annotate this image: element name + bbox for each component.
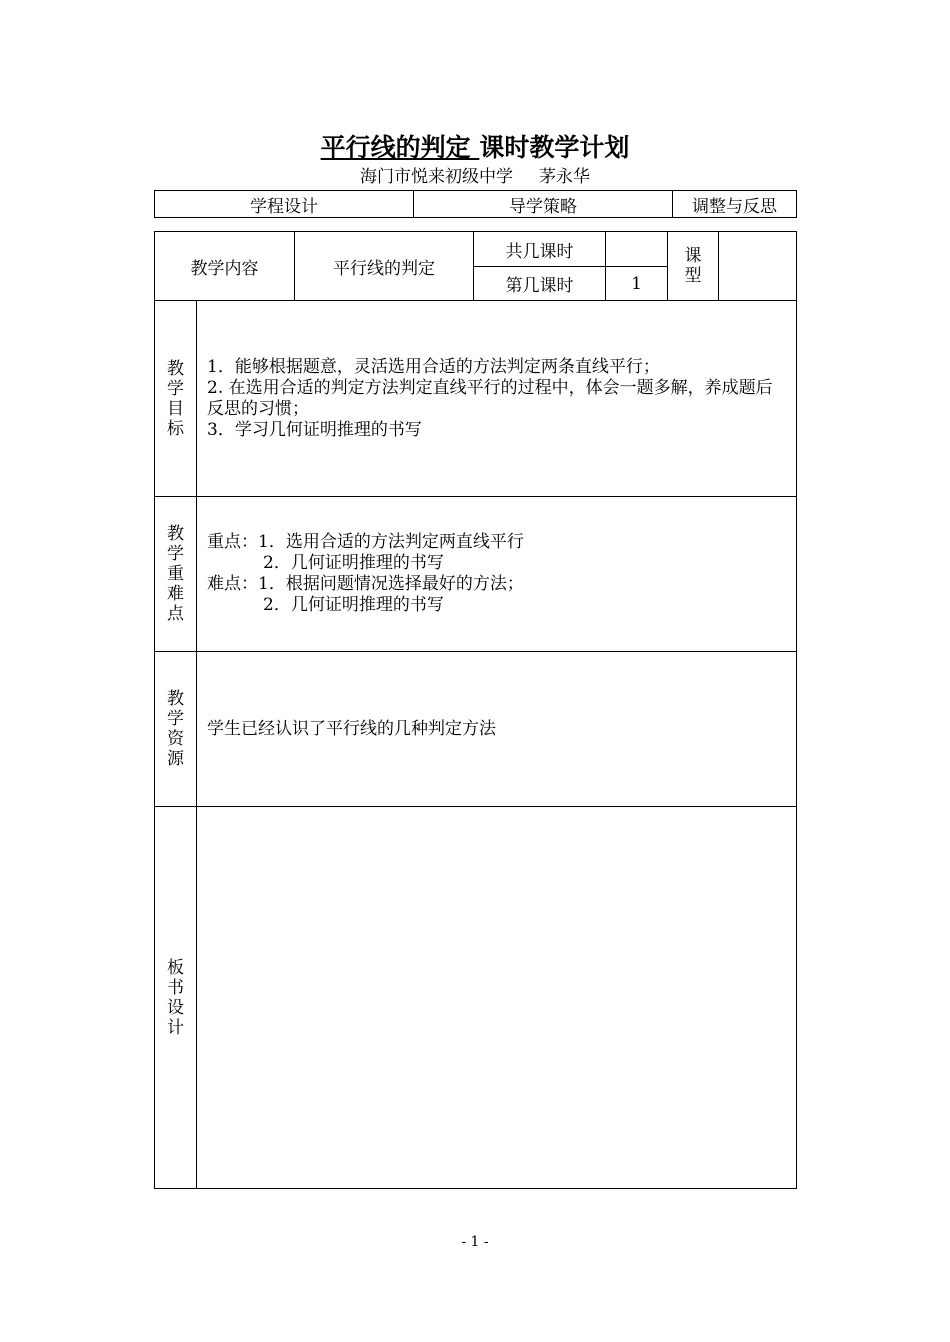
author-name: 茅永华	[539, 167, 590, 187]
goal-item: 3．学习几何证明推理的书写	[207, 419, 422, 440]
lesson-number-label: 第几课时	[474, 267, 606, 301]
title-rest: 课时教学计划	[479, 133, 630, 162]
keypoints-content	[197, 497, 797, 652]
page-number: - 1 -	[461, 1234, 489, 1250]
subtitle	[0, 162, 950, 187]
column-header-reflection: 调整与反思	[673, 191, 797, 218]
goals-content	[197, 301, 797, 497]
goals-label: 教 学 目 标	[155, 301, 197, 497]
keypoints-label: 教 学 重 难 点	[155, 497, 197, 652]
lesson-type-label: 课 型	[668, 232, 719, 301]
key-point: 2．几何证明推理的书写	[263, 553, 444, 573]
total-lessons-value	[606, 232, 668, 267]
school-name: 海门市悦来初级中学	[360, 167, 513, 187]
goal-item: 1．能够根据题意，灵活选用合适的方法判定两条直线平行；	[207, 356, 660, 377]
goal-item: 2. 在选用合适的判定方法判定直线平行的过程中，体会一题多解，养成题后反思的习惯；	[207, 377, 773, 419]
title-topic: 平行线的判定	[320, 133, 480, 162]
total-lessons-label: 共几课时	[474, 232, 606, 267]
difficult-point: 2．几何证明推理的书写	[263, 595, 444, 615]
board-design-content	[197, 807, 797, 1189]
column-header-table	[154, 190, 797, 218]
resources-content: 学生已经认识了平行线的几种判定方法	[197, 652, 797, 807]
difficult-point: 难点：1．根据问题情况选择最好的方法；	[207, 574, 524, 594]
resources-label: 教 学 资 源	[155, 652, 197, 807]
column-header-design: 学程设计	[155, 191, 414, 218]
board-design-label: 板 书 设 计	[155, 807, 197, 1189]
column-header-strategy: 导学策略	[414, 191, 673, 218]
content-value: 平行线的判定	[295, 232, 474, 301]
lesson-plan-table	[154, 231, 797, 1189]
lesson-number-value: 1	[606, 267, 668, 301]
key-point: 重点：1．选用合适的方法判定两直线平行	[207, 532, 524, 552]
page-title	[0, 128, 950, 164]
content-label: 教学内容	[155, 232, 295, 301]
lesson-type-value	[719, 232, 797, 301]
